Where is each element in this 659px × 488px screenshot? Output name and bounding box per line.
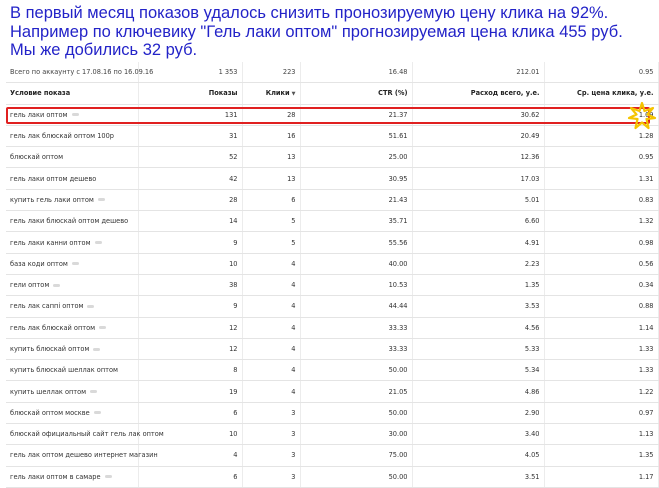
row-condition-cell bbox=[6, 445, 158, 466]
table-row[interactable] bbox=[6, 466, 658, 487]
row-ctr-cell: 30.00 bbox=[300, 424, 412, 445]
keyword-tag-icon bbox=[90, 390, 97, 393]
row-ctr-cell: 21.05 bbox=[300, 381, 412, 402]
row-spend-cell: 4.86 bbox=[412, 381, 544, 402]
row-impressions-cell: 31 bbox=[138, 125, 242, 146]
stats-table bbox=[6, 62, 659, 488]
keyword-tag-icon bbox=[93, 348, 100, 351]
row-condition-cell bbox=[6, 317, 138, 338]
keyword-tag-icon bbox=[94, 411, 101, 414]
table-row[interactable] bbox=[6, 402, 658, 423]
row-condition-cell bbox=[6, 211, 138, 232]
row-ctr-cell: 40.00 bbox=[300, 253, 412, 274]
row-cpc-cell: 1.17 bbox=[544, 466, 658, 487]
row-cpc-cell: 1.31 bbox=[544, 168, 658, 189]
stats-table-body bbox=[6, 62, 658, 487]
row-cpc-cell: 0.34 bbox=[544, 274, 658, 295]
keyword-text[interactable]: блюскай официальный сайт гель лак оптом bbox=[10, 430, 164, 439]
row-impressions-cell: 12 bbox=[138, 338, 242, 359]
row-clicks-cell: 13 bbox=[242, 168, 300, 189]
table-row[interactable] bbox=[6, 317, 658, 338]
row-clicks-cell: 3 bbox=[242, 424, 300, 445]
headline-line-2: Например по ключевику "Гель лаки оптом" прогнозируемая цена клика 455 руб. bbox=[10, 22, 623, 41]
keyword-tag-icon bbox=[95, 241, 102, 244]
total-label: Всего по аккаунту с 17.08.16 по 16.09.16 bbox=[6, 62, 138, 83]
row-cpc-cell: 1.13 bbox=[544, 424, 658, 445]
row-spend-cell: 5.33 bbox=[412, 338, 544, 359]
table-row[interactable] bbox=[6, 189, 658, 210]
row-clicks-cell: 3 bbox=[242, 402, 300, 423]
row-cpc-cell: 0.97 bbox=[544, 402, 658, 423]
keyword-text[interactable]: гель лаки блюскай оптом дешево bbox=[10, 217, 129, 226]
row-ctr-cell: 30.95 bbox=[300, 168, 412, 189]
keyword-tag-icon bbox=[98, 198, 105, 201]
row-impressions-cell: 6 bbox=[138, 466, 242, 487]
row-impressions-cell: 42 bbox=[138, 168, 242, 189]
row-cpc-cell: 1.14 bbox=[544, 317, 658, 338]
column-header-cpc[interactable]: Ср. цена клика, у.е. bbox=[544, 83, 658, 104]
keyword-text[interactable]: блюскай оптом bbox=[10, 153, 64, 162]
row-spend-cell: 5.01 bbox=[412, 189, 544, 210]
row-spend-cell: 20.49 bbox=[412, 125, 544, 146]
table-row[interactable] bbox=[6, 232, 658, 253]
row-spend-cell: 3.40 bbox=[412, 424, 544, 445]
row-cpc-cell: 0.98 bbox=[544, 232, 658, 253]
row-cpc-cell: 1.28 bbox=[544, 125, 658, 146]
row-cpc-cell: 0.88 bbox=[544, 296, 658, 317]
row-condition-cell bbox=[6, 274, 138, 295]
keyword-text[interactable]: гель лак блюскай оптом bbox=[10, 323, 96, 332]
row-condition-cell bbox=[6, 381, 138, 402]
column-header-clicks[interactable] bbox=[242, 83, 300, 104]
row-clicks-cell: 4 bbox=[242, 253, 300, 274]
row-spend-cell: 1.35 bbox=[412, 274, 544, 295]
row-spend-cell: 2.90 bbox=[412, 402, 544, 423]
headline-line-1: В первый месяц показов удалось снизить пронозируемую цену клика на 92%. bbox=[10, 4, 609, 22]
row-impressions-cell: 52 bbox=[138, 147, 242, 168]
header-row bbox=[6, 83, 658, 104]
row-ctr-cell: 50.00 bbox=[300, 466, 412, 487]
headline-line-3: Мы же добились 32 руб. bbox=[10, 41, 198, 59]
row-clicks-cell: 3 bbox=[242, 445, 300, 466]
column-header-spend[interactable]: Расход всего, у.е. bbox=[412, 83, 544, 104]
row-clicks-cell: 5 bbox=[242, 232, 300, 253]
keyword-tag-icon bbox=[72, 262, 79, 265]
row-ctr-cell: 21.37 bbox=[300, 104, 412, 125]
row-clicks-cell: 4 bbox=[242, 274, 300, 295]
row-spend-cell: 30.62 bbox=[412, 104, 544, 125]
row-condition-cell bbox=[6, 360, 138, 381]
row-ctr-cell: 44.44 bbox=[300, 296, 412, 317]
keyword-text[interactable]: гель лаки оптом дешево bbox=[10, 174, 97, 183]
row-condition-cell bbox=[6, 338, 138, 359]
row-cpc-cell: 1.22 bbox=[544, 381, 658, 402]
keyword-text[interactable]: гель лаки канни оптом bbox=[10, 238, 91, 247]
sort-desc-icon: ▼ bbox=[291, 91, 296, 98]
row-clicks-cell: 4 bbox=[242, 296, 300, 317]
table-row[interactable] bbox=[6, 104, 658, 125]
row-spend-cell: 4.91 bbox=[412, 232, 544, 253]
table-row[interactable] bbox=[6, 211, 658, 232]
row-clicks-cell: 4 bbox=[242, 360, 300, 381]
table-row[interactable] bbox=[6, 147, 658, 168]
row-condition-cell bbox=[6, 147, 138, 168]
row-condition-cell bbox=[6, 424, 164, 445]
row-ctr-cell: 21.43 bbox=[300, 189, 412, 210]
row-ctr-cell: 50.00 bbox=[300, 360, 412, 381]
row-spend-cell: 4.05 bbox=[412, 445, 544, 466]
row-cpc-cell: 1.35 bbox=[544, 445, 658, 466]
row-condition-cell bbox=[6, 232, 138, 253]
row-ctr-cell: 10.53 bbox=[300, 274, 412, 295]
keyword-text[interactable]: купить блюскай шеллак оптом bbox=[10, 366, 118, 375]
row-condition-cell bbox=[6, 253, 138, 274]
row-ctr-cell: 75.00 bbox=[300, 445, 412, 466]
row-clicks-cell: 4 bbox=[242, 381, 300, 402]
row-spend-cell: 2.23 bbox=[412, 253, 544, 274]
row-condition-cell bbox=[6, 168, 138, 189]
row-impressions-cell: 19 bbox=[138, 381, 242, 402]
row-impressions-cell: 10 bbox=[138, 253, 242, 274]
keyword-text[interactable]: купить блюскай оптом bbox=[10, 345, 90, 353]
row-condition-cell bbox=[6, 104, 138, 125]
column-header-ctr[interactable]: CTR (%) bbox=[300, 83, 412, 104]
keyword-text[interactable]: база коди оптом bbox=[10, 259, 68, 268]
row-ctr-cell: 55.56 bbox=[300, 232, 412, 253]
row-cpc-cell: 1.33 bbox=[544, 360, 658, 381]
row-clicks-cell: 3 bbox=[242, 466, 300, 487]
table-row[interactable] bbox=[6, 253, 658, 274]
row-ctr-cell: 35.71 bbox=[300, 211, 412, 232]
column-header-clicks-label: Клики bbox=[265, 89, 290, 98]
row-clicks-cell: 28 bbox=[242, 104, 300, 125]
row-impressions-cell: 131 bbox=[138, 104, 242, 125]
keyword-text[interactable]: гель лак оптом дешево интернет магазин bbox=[10, 451, 158, 460]
row-cpc-cell: 0.83 bbox=[544, 189, 658, 210]
keyword-text[interactable]: гель лаки оптом bbox=[10, 110, 68, 119]
table-row[interactable] bbox=[6, 125, 658, 146]
table-row[interactable] bbox=[6, 168, 658, 189]
row-condition-cell bbox=[6, 296, 138, 317]
total-clicks: 223 bbox=[242, 62, 300, 83]
row-condition-cell bbox=[6, 402, 138, 423]
table-row[interactable] bbox=[6, 424, 658, 445]
row-spend-cell: 3.51 bbox=[412, 466, 544, 487]
table-row[interactable] bbox=[6, 274, 658, 295]
total-ctr: 16.48 bbox=[300, 62, 412, 83]
row-impressions-cell: 9 bbox=[138, 232, 242, 253]
row-impressions-cell: 28 bbox=[138, 189, 242, 210]
total-row bbox=[6, 62, 658, 83]
row-condition-cell bbox=[6, 466, 138, 487]
row-clicks-cell: 13 bbox=[242, 147, 300, 168]
row-condition-cell bbox=[6, 189, 138, 210]
keyword-text[interactable]: гель лак caппi оптом bbox=[10, 302, 84, 311]
keyword-text[interactable]: блюскай оптом москве bbox=[10, 408, 90, 417]
row-ctr-cell: 25.00 bbox=[300, 147, 412, 168]
table-row[interactable] bbox=[6, 338, 658, 359]
row-condition-cell bbox=[6, 125, 138, 146]
row-spend-cell: 6.60 bbox=[412, 211, 544, 232]
total-impressions: 1 353 bbox=[138, 62, 242, 83]
row-ctr-cell: 50.00 bbox=[300, 402, 412, 423]
headline bbox=[10, 4, 650, 60]
row-cpc-cell: 1.33 bbox=[544, 338, 658, 359]
row-impressions-cell: 10 bbox=[138, 424, 242, 445]
keyword-tag-icon bbox=[72, 113, 79, 116]
column-header-impressions[interactable]: Показы bbox=[138, 83, 242, 104]
table-row[interactable] bbox=[6, 296, 658, 317]
row-cpc-cell: 0.95 bbox=[544, 147, 658, 168]
row-cpc-cell: 1.32 bbox=[544, 211, 658, 232]
keyword-text[interactable]: купить гель лаки оптом bbox=[10, 195, 94, 204]
keyword-text[interactable]: гель лак блюскай оптом 100р bbox=[10, 132, 114, 141]
column-header-condition[interactable]: Условие показа bbox=[6, 83, 138, 104]
total-cpc: 0.95 bbox=[544, 62, 658, 83]
keyword-text[interactable]: купить шеллак оптом bbox=[10, 387, 87, 396]
keyword-text[interactable]: гель лаки оптом в самаре bbox=[10, 472, 101, 481]
row-impressions-cell: 14 bbox=[138, 211, 242, 232]
keyword-tag-icon bbox=[87, 305, 94, 308]
keyword-text[interactable]: гели оптом bbox=[10, 281, 50, 290]
keyword-tag-icon bbox=[99, 326, 106, 329]
row-clicks-cell: 4 bbox=[242, 338, 300, 359]
row-impressions-cell: 6 bbox=[138, 402, 242, 423]
row-spend-cell: 5.34 bbox=[412, 360, 544, 381]
row-impressions-cell: 38 bbox=[138, 274, 242, 295]
table-row[interactable] bbox=[6, 360, 658, 381]
table-row[interactable] bbox=[6, 381, 658, 402]
keyword-tag-icon bbox=[105, 475, 112, 478]
table-row[interactable] bbox=[6, 445, 658, 466]
row-impressions-cell: 12 bbox=[138, 317, 242, 338]
keyword-tag-icon bbox=[53, 284, 60, 287]
row-clicks-cell: 5 bbox=[242, 211, 300, 232]
row-spend-cell: 4.56 bbox=[412, 317, 544, 338]
row-ctr-cell: 33.33 bbox=[300, 317, 412, 338]
row-clicks-cell: 16 bbox=[242, 125, 300, 146]
row-clicks-cell: 6 bbox=[242, 189, 300, 210]
row-spend-cell: 17.03 bbox=[412, 168, 544, 189]
row-impressions-cell: 4 bbox=[138, 445, 242, 466]
row-impressions-cell: 9 bbox=[138, 296, 242, 317]
row-ctr-cell: 33.33 bbox=[300, 338, 412, 359]
row-spend-cell: 12.36 bbox=[412, 147, 544, 168]
row-impressions-cell: 8 bbox=[138, 360, 242, 381]
row-clicks-cell: 4 bbox=[242, 317, 300, 338]
row-spend-cell: 3.53 bbox=[412, 296, 544, 317]
row-ctr-cell: 51.61 bbox=[300, 125, 412, 146]
row-cpc-cell: 1.09 bbox=[544, 104, 658, 125]
total-spend: 212.01 bbox=[412, 62, 544, 83]
row-cpc-cell: 0.56 bbox=[544, 253, 658, 274]
